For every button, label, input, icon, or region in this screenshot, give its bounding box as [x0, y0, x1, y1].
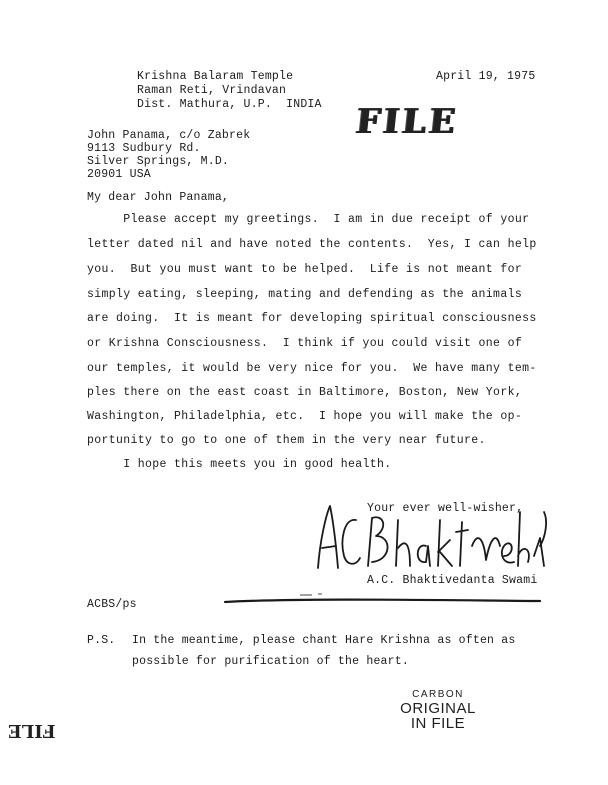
body-line: simply eating, sleeping, mating and defending as the animals: [87, 288, 523, 301]
valediction: Your ever well-wisher,: [367, 502, 524, 515]
carbon-stamp-line-2: ORIGINAL: [400, 699, 476, 717]
carbon-stamp-line-1: CARBON: [412, 689, 464, 700]
sender-address-line-2: Raman Reti, Vrindavan: [137, 84, 287, 97]
margin-file-mark: FILE: [8, 720, 56, 741]
carbon-stamp-line-3: IN FILE: [410, 715, 466, 733]
body-line: our temples, it would be very nice for you. We have many tem-: [87, 362, 537, 375]
body-line: Please accept my greetings. I am in due receipt of your: [87, 213, 530, 226]
body-line: you. But you must want to be helped. Life is not meant for: [87, 263, 523, 276]
carbon-original-stamp: [390, 690, 486, 732]
sender-address-line-1: Krishna Balaram Temple: [137, 70, 294, 83]
recipient-address-line-4: 20901 USA: [87, 168, 151, 181]
letter-date: April 19, 1975: [436, 70, 536, 83]
initials: ACBS/ps: [87, 598, 137, 611]
signer-name: A.C. Bhaktivedanta Swami: [367, 574, 538, 587]
postscript-line-1: In the meantime, please chant Hare Krishna as often as: [132, 634, 516, 647]
postscript-line-2: possible for purification of the heart.: [132, 655, 409, 668]
postscript-label: P.S.: [87, 634, 116, 647]
body-line: are doing. It is meant for developing spiritual consciousness: [87, 312, 537, 325]
recipient-address-line-2: 9113 Sudbury Rd.: [87, 142, 201, 155]
closing-paragraph: I hope this meets you in good health.: [87, 458, 392, 471]
recipient-address-line-3: Silver Springs, M.D.: [87, 155, 230, 168]
recipient-address-line-1: John Panama, c/o Zabrek: [87, 129, 251, 142]
body-line: portunity to go to one of them in the very near future.: [87, 434, 486, 447]
body-line: Washington, Philadelphia, etc. I hope you will make the op-: [87, 410, 523, 423]
file-stamp: FILE: [353, 102, 460, 142]
body-line: letter dated nil and have noted the contents. Yes, I can help: [87, 238, 537, 251]
salutation: My dear John Panama,: [87, 191, 230, 204]
body-line: or Krishna Consciousness. I think if you could visit one of: [87, 337, 523, 350]
sender-address-line-3: Dist. Mathura, U.P. INDIA: [137, 98, 322, 111]
body-line: ples there on the east coast in Baltimore, Boston, New York,: [87, 386, 523, 399]
